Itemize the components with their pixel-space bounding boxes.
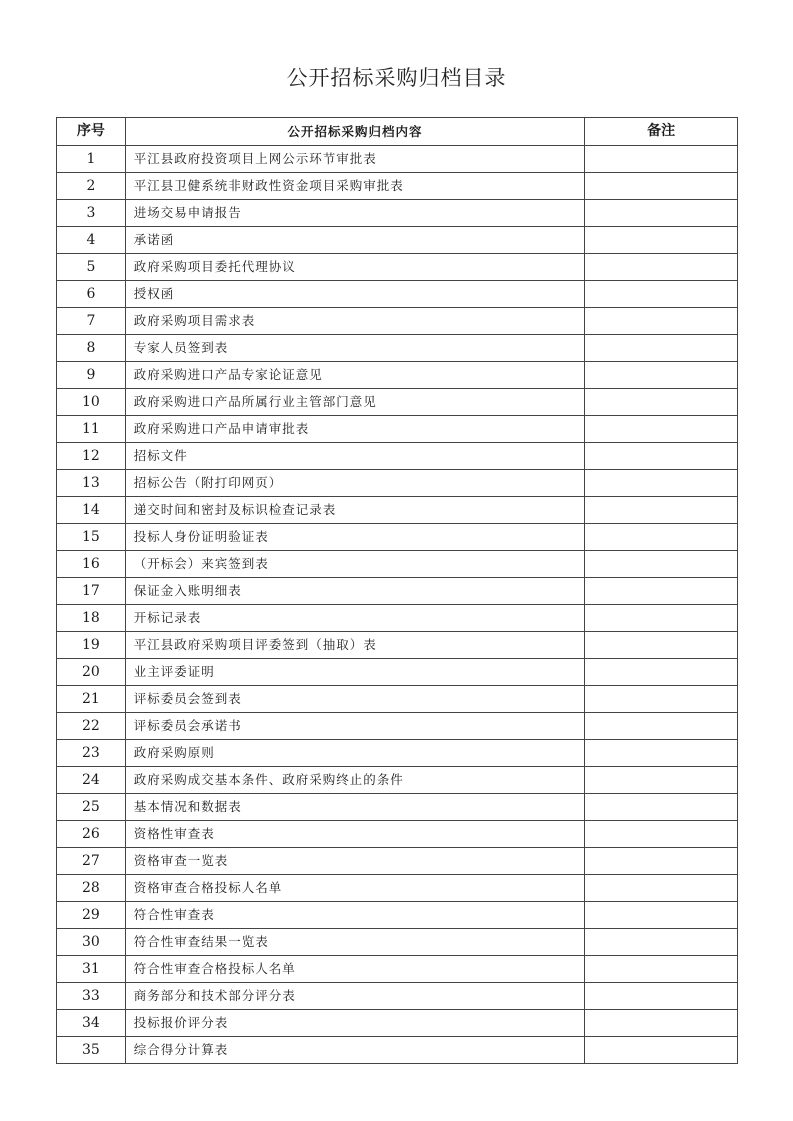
- row-serial-number: 22: [57, 713, 126, 740]
- row-archive-content: 政府采购进口产品专家论证意见: [125, 362, 584, 389]
- row-remark: [585, 740, 738, 767]
- row-archive-content: 政府采购项目委托代理协议: [125, 254, 584, 281]
- table-row: [57, 632, 738, 659]
- row-remark: [585, 605, 738, 632]
- row-remark: [585, 389, 738, 416]
- row-serial-number: 8: [57, 335, 126, 362]
- row-serial-number: 27: [57, 848, 126, 875]
- row-remark: [585, 983, 738, 1010]
- table-body: [57, 146, 738, 1064]
- row-archive-content: 投标人身份证明验证表: [125, 524, 584, 551]
- row-serial-number: 23: [57, 740, 126, 767]
- row-serial-number: 31: [57, 956, 126, 983]
- row-serial-number: 17: [57, 578, 126, 605]
- table-row: [57, 389, 738, 416]
- row-serial-number: 1: [57, 146, 126, 173]
- table-row: [57, 335, 738, 362]
- row-remark: [585, 146, 738, 173]
- row-archive-content: 递交时间和密封及标识检查记录表: [125, 497, 584, 524]
- row-archive-content: 评标委员会承诺书: [125, 713, 584, 740]
- row-remark: [585, 956, 738, 983]
- row-archive-content: 符合性审查表: [125, 902, 584, 929]
- row-serial-number: 35: [57, 1037, 126, 1064]
- row-archive-content: 符合性审查合格投标人名单: [125, 956, 584, 983]
- row-serial-number: 34: [57, 1010, 126, 1037]
- row-archive-content: 招标文件: [125, 443, 584, 470]
- row-archive-content: 政府采购项目需求表: [125, 308, 584, 335]
- table-row: [57, 956, 738, 983]
- row-remark: [585, 335, 738, 362]
- table-row: [57, 902, 738, 929]
- table-row: [57, 281, 738, 308]
- table-row: [57, 794, 738, 821]
- row-archive-content: 平江县卫健系统非财政性资金项目采购审批表: [125, 173, 584, 200]
- row-serial-number: 9: [57, 362, 126, 389]
- row-serial-number: 24: [57, 767, 126, 794]
- archive-table: [56, 117, 738, 1064]
- row-remark: [585, 1037, 738, 1064]
- table-row: [57, 362, 738, 389]
- row-serial-number: 2: [57, 173, 126, 200]
- row-remark: [585, 200, 738, 227]
- row-archive-content: 资格审查合格投标人名单: [125, 875, 584, 902]
- row-remark: [585, 794, 738, 821]
- table-row: [57, 578, 738, 605]
- row-remark: [585, 281, 738, 308]
- row-archive-content: 投标报价评分表: [125, 1010, 584, 1037]
- table-row: [57, 848, 738, 875]
- row-remark: [585, 443, 738, 470]
- row-serial-number: 13: [57, 470, 126, 497]
- table-row: [57, 200, 738, 227]
- row-remark: [585, 1010, 738, 1037]
- row-remark: [585, 551, 738, 578]
- row-archive-content: 保证金入账明细表: [125, 578, 584, 605]
- table-row: [57, 1037, 738, 1064]
- table-row: [57, 686, 738, 713]
- row-serial-number: 6: [57, 281, 126, 308]
- row-archive-content: 符合性审查结果一览表: [125, 929, 584, 956]
- row-archive-content: 授权函: [125, 281, 584, 308]
- table-row: [57, 713, 738, 740]
- table-row: [57, 173, 738, 200]
- table-row: [57, 308, 738, 335]
- table-row: [57, 227, 738, 254]
- row-archive-content: 开标记录表: [125, 605, 584, 632]
- table-row: [57, 524, 738, 551]
- row-serial-number: 3: [57, 200, 126, 227]
- table-row: [57, 254, 738, 281]
- row-remark: [585, 902, 738, 929]
- row-serial-number: 19: [57, 632, 126, 659]
- row-serial-number: 18: [57, 605, 126, 632]
- table-row: [57, 551, 738, 578]
- row-remark: [585, 713, 738, 740]
- row-serial-number: 12: [57, 443, 126, 470]
- row-remark: [585, 767, 738, 794]
- row-archive-content: 资格性审查表: [125, 821, 584, 848]
- row-serial-number: 10: [57, 389, 126, 416]
- row-archive-content: 政府采购原则: [125, 740, 584, 767]
- row-archive-content: 进场交易申请报告: [125, 200, 584, 227]
- row-archive-content: 平江县政府投资项目上网公示环节审批表: [125, 146, 584, 173]
- table-row: [57, 497, 738, 524]
- row-archive-content: 基本情况和数据表: [125, 794, 584, 821]
- table-row: [57, 875, 738, 902]
- table-row: [57, 605, 738, 632]
- row-archive-content: 商务部分和技术部分评分表: [125, 983, 584, 1010]
- row-remark: [585, 254, 738, 281]
- table-row: [57, 767, 738, 794]
- row-remark: [585, 632, 738, 659]
- row-remark: [585, 659, 738, 686]
- row-archive-content: 评标委员会签到表: [125, 686, 584, 713]
- table-row: [57, 740, 738, 767]
- row-serial-number: 33: [57, 983, 126, 1010]
- row-serial-number: 26: [57, 821, 126, 848]
- row-archive-content: 专家人员签到表: [125, 335, 584, 362]
- row-archive-content: 政府采购成交基本条件、政府采购终止的条件: [125, 767, 584, 794]
- row-remark: [585, 173, 738, 200]
- table-row: [57, 659, 738, 686]
- row-serial-number: 30: [57, 929, 126, 956]
- row-remark: [585, 497, 738, 524]
- table-row: [57, 983, 738, 1010]
- row-serial-number: 11: [57, 416, 126, 443]
- row-serial-number: 5: [57, 254, 126, 281]
- table-row: [57, 470, 738, 497]
- page-title: 公开招标采购归档目录: [286, 66, 507, 90]
- row-archive-content: 政府采购进口产品申请审批表: [125, 416, 584, 443]
- row-remark: [585, 578, 738, 605]
- row-remark: [585, 524, 738, 551]
- table-row: [57, 416, 738, 443]
- row-remark: [585, 686, 738, 713]
- row-archive-content: 业主评委证明: [125, 659, 584, 686]
- row-archive-content: 招标公告（附打印网页）: [125, 470, 584, 497]
- row-remark: [585, 929, 738, 956]
- row-remark: [585, 416, 738, 443]
- row-archive-content: 平江县政府采购项目评委签到（抽取）表: [125, 632, 584, 659]
- row-remark: [585, 470, 738, 497]
- row-serial-number: 7: [57, 308, 126, 335]
- row-serial-number: 4: [57, 227, 126, 254]
- table-row: [57, 146, 738, 173]
- row-serial-number: 15: [57, 524, 126, 551]
- row-archive-content: 承诺函: [125, 227, 584, 254]
- row-remark: [585, 875, 738, 902]
- table-row: [57, 821, 738, 848]
- row-remark: [585, 308, 738, 335]
- row-archive-content: 综合得分计算表: [125, 1037, 584, 1064]
- row-serial-number: 21: [57, 686, 126, 713]
- header-remarks: 备注: [585, 118, 738, 146]
- table-row: [57, 443, 738, 470]
- row-remark: [585, 227, 738, 254]
- table-row: [57, 929, 738, 956]
- row-remark: [585, 821, 738, 848]
- row-archive-content: （开标会）来宾签到表: [125, 551, 584, 578]
- header-archive-content: 公开招标采购归档内容: [125, 118, 584, 146]
- row-archive-content: 政府采购进口产品所属行业主管部门意见: [125, 389, 584, 416]
- table-row: [57, 1010, 738, 1037]
- row-archive-content: 资格审查一览表: [125, 848, 584, 875]
- table-header-row: [57, 118, 738, 146]
- row-serial-number: 29: [57, 902, 126, 929]
- row-serial-number: 25: [57, 794, 126, 821]
- row-serial-number: 14: [57, 497, 126, 524]
- row-remark: [585, 848, 738, 875]
- row-serial-number: 20: [57, 659, 126, 686]
- row-remark: [585, 362, 738, 389]
- row-serial-number: 16: [57, 551, 126, 578]
- header-serial-number: 序号: [57, 118, 126, 146]
- row-serial-number: 28: [57, 875, 126, 902]
